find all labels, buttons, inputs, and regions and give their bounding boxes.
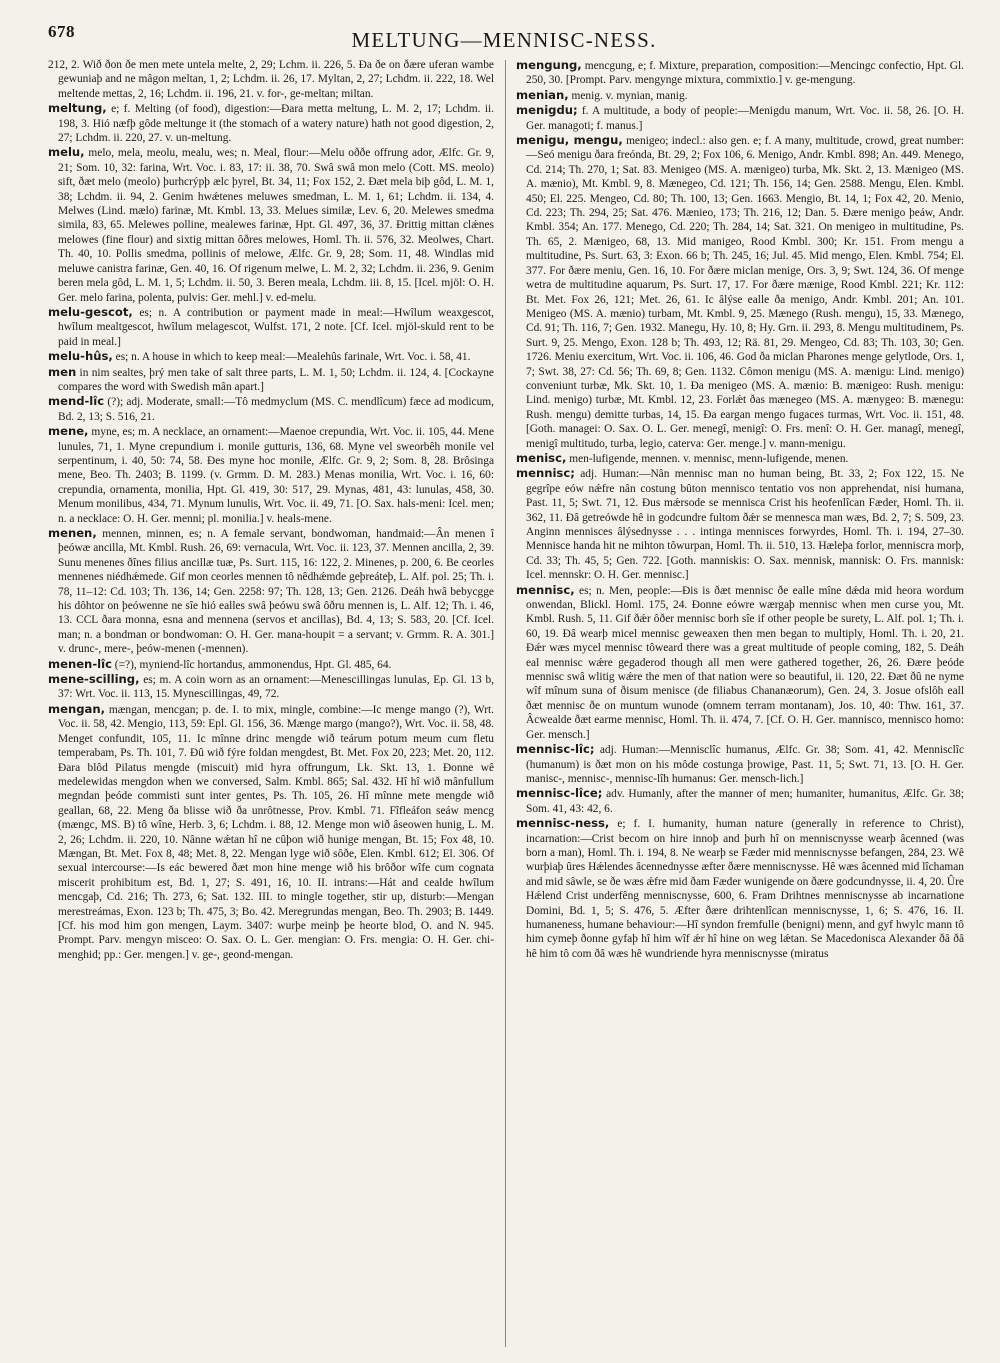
entry-text: es; n. A house in which to keep meal:—Mealehûs farinale, Wrt. Voc. i. 58, 41. [112,351,471,364]
entry-headword: menisc, [516,450,567,465]
entry-headword: meltung, [48,101,107,116]
entry-headword: menen, [48,526,97,540]
page-header [48,22,960,54]
dictionary-entry [516,451,964,466]
entry-headword: mengung, [516,58,582,72]
entry-headword: men [48,364,77,379]
entry-headword: mennisc-lîce; [516,786,603,801]
dictionary-entry [516,816,964,961]
dictionary-entry [516,103,964,133]
running-head: MELTUNG—MENNISC-NESS. [351,28,657,52]
entry-headword: mennisc, [516,582,575,597]
page-number: 678 [48,22,75,41]
entry-headword: mene, [48,424,89,439]
entry-text: es; n. Men, people:—Ðis is ðæt mennisc ðe ealle mîne dǽda mid heora wordum onwendan, Blickl. Homl. 175, 24. Ðonne eówre wærgaþ mennisc when men curse you, Mt. Kmbl. Rush. 5, 11. Gif ðǽr ôðer mennisc borh sîe if other people be surety, L. Alf. pol. 1; Th. i. 60, 19. Ðâ wearþ micel mennisc geweaxen then men began to multiply, Homl. Th. i. 20, 21. Ðǽr wæs mycel mennisc tôweard there was a great multitude of people coming, 182, 5. Deáh eal mennisc wǽre gegaderod though all men were gathered together, 26, 26. Ðære þeóde mennisc swâ wlitig wǽre the men of that nation were so beautiful, ii. 120, 22. Ðæt ðû ne nyme wîf mînum suna of ðisum menisce (de filiabus Chananæorum), Gen. 24, 3. Josue ofslôh eall ðæt mennisc ðe on muntum wunode (omnem terram montanam), Jos. 10, 40: Thw. 161, 37. Âcwealde ðæt earme mennisc, Homl. Th. ii. 474, 7. [Cf. O. H. Ger. mannisco, mennisco homo: Ger. mensch.] [526,584,964,741]
entry-headword: melu, [48,145,85,160]
dictionary-entry [48,349,494,364]
entry-headword: mend-lîc [48,394,105,409]
entry-text: men-lufigende, mennen. v. mennisc, menn-lufigende, menen. [566,452,849,465]
entry-headword: melu-gescot, [48,304,133,319]
dictionary-entry [516,786,964,816]
entry-text: e; f. Melting (of food), digestion:—Ðara metta meltung, L. M. 2, 17; Lchdm. ii. 198, 3. Hió næfþ gôde meltunge it (the stomach of a watery nature) hath not good digestion, 2, 27; Lchdm. ii. 220, 27. v. un-meltung. [58,103,494,145]
entry-text: 212, 2. Wið ðon ðe men mete untela melte, 2, 29; Lchm. ii. 226, 5. Ða ðe on ðære uferan wambe gewuniaþ and ne mâgon meltan, 1, 2; Lchdm. ii. 26, 17. Myltan, 2, 27; Lchdm. ii. 222, 18. Wel meltende mettas, 2, 16; Lchdm. ii. 196, 21. v. for-, ge-meltan; miltan. [48,59,494,100]
right-column [516,58,964,1349]
entry-text: adj. Human:—Mennisclîc humanus, Ælfc. Gr. 38; Som. 41, 42. Mennisclîc (humanum) is ðæt mon on his môde costunga þrowige, Past. 11, 5; Swt. 71, 13. [O. H. Ger. manisc-, mennisc-, mennisc-lîh humanus: Ger. mensch-lich.] [526,744,964,785]
dictionary-entry [516,58,964,88]
entry-headword: menigu, mengu, [516,133,623,148]
entry-headword: melu-hûs, [48,349,113,364]
dictionary-entry [48,672,494,702]
entry-headword: mengan, [48,701,105,716]
dictionary-entry [516,88,964,103]
dictionary-entry [48,424,494,526]
column-divider [505,60,506,1347]
entry-text: melo, mela, meolu, mealu, wes; n. Meal, flour:—Melu oððe offrung ador, Ælfc. Gr. 9, 21; Som. 10, 32: farina, Wrt. Voc. i. 83, 17: ii. 38, 70. Swâ swâ mon melo (Cott. MS. meolo) sift, ðæt melo (meolo) þurhcrýpþ ælc þyrel, Bt. 34, 11; Fox 152, 2. Ðæt mela biþ gôd, L. M. 1, 38; Lchdm. ii. 94, 2. Genim hwǽtenes meluwes smedman, L. M. 1, 61; Lchdm. ii. 134, 4. Melwes (Lind. mælo) farinæ, Mt. Kmbl. 13, 33. Melues similæ, Lev. 6, 20. Melewes smedma simila, 83, 65. Melewes polline, mealewes farinæ, Hpt. Gl. 497, 36, 37. Ðrittig mittan clǽnes melowes (fine flour) and sixtig mittan ôðres melowes, Homl. Th. ii. 576, 32. Meolwes, Chart. Th. 40, 10. Pollis smedma, pollinis of melowe, Ælfc. Gr. 9, 28; Som. 11, 48. Windlas mid meluwe canistra farinæ, Gen. 40, 16. Of rigenum melwe, L. M. 2, 32; Lchdm. ii. 236, 9. Genim beren mela gôd, L. M. 1, 5; Lchdm. ii. 50, 3. Beren meala, Lchdm. iii. 8, 15. [Icel. mjöl: O. H. Ger. melo farina, polenta, pulvis: Ger. mehl.] v. ed-melu. [58,147,494,304]
entry-headword: menian, [516,87,569,102]
entry-text: mennen, minnen, es; n. A female servant, bondwoman, handmaid:—Ân menen î þeówæ ancilla, Mt. Kmbl. Rush. 26, 69: vernacula, Wrt. Voc. ii. 123, 37. Mennen ancilla, 2, 39. Sunu menenes ðînes filius ancillæ tuæ, Ps. Surt. 115, 16: 122, 2. Minenes, p. 200, 6. Be ceorles mennenes niédhǽmede. Gif mon ceorles mennen tô nêdhǽmde geþreáteþ, L. Alf. pol. 25; Th. i. 78, 11–12: Cd. 103; Th. 136, 14; Gen. 2258: 97; Th. 128, 13; Gen. 2126. Deáh hwâ bebycgge his dôhtor on þeówenne ne sîe hió ealles swâ þeówu swâ ôðru mennen is, L. Alf. 12; Th. i. 46, 13. CCL ðara monna, esna and mennena (servos et ancillas), Bd. 4, 13; S. 583, 20. [Cf. Icel. man; n. a bondman or bondwoman: O. H. Ger. mana-houpit = a servant; v. Grmm. R. A. 301.] v. drunc-, mere-, þeów-menen (-mennen). [58,528,494,656]
entry-headword: mennisc-lîc; [516,742,595,757]
left-column [48,58,494,1349]
entry-headword: mennisc-ness, [516,816,610,831]
entry-headword: menigdu; [516,103,578,118]
dictionary-entry [48,101,494,145]
dictionary-entry [516,466,964,582]
entry-text: menigeo; indecl.: also gen. e; f. A many, multitude, crowd, great number:—Seó menigu ðara freónda, Bt. 29, 2; Fox 106, 6. Menigo, Andr. Kmbl. 898; An. 449. Menego, Cd. 214; Th. 270, 1; Sat. 83. Menigeo (MS. A. mænigeo) turba, Mk. Skt. 2, 13. Mænigeo (MS. A. mænio), Mt. Kmbl. 9, 8. Mænegeo, Cd. 121; Th. 156, 14; Gen. 2588. Mengu, Elen. Kmbl. 450; El. 225. Mengeo, Cd. 80; Th. 100, 13; Gen. 1663. Mengio, Bt. 14, 1; Fox 42, 20. Menio, Cd. 223; Th. 294, 25; Sat. 476. Mænieo, 173; Th. 216, 12; Dan. 5. Ðære menigo þeáw, Andr. Kmbl. 354; An. 177. Menego, Cd. 220; Th. 284, 14; Sat. 321. On menigeo in multitudine, Ps. Th. 65, 2. Mænigeo, 68, 13. Mid manigeo, Rood Kmbl. 300; Kr. 151. From mengu a multitudine, Ps. Surt. 63, 3: Exon. 66 b; Th. 245, 16; Jul. 45. Mid mengo, Elen. Kmbl. 754; El. 377. For ðære meniu, Gen. 16, 10. For ðære miclan menige, Ors. 3, 9; Swt. 124, 36. Of menge wetra de multitudine aquarum, Ps. Surt. 17, 17. For ðære mænige, Rood Kmbl. 221; Kr. 112: Bt. Met. Fox 26, 121; Met. 26, 61. Ic âlýse ealle ða menigo, Andr. Kmbl. 201; An. 101. Menigeo (MS. A. mænio) turbam, Mt. Kmbl. 9, 25. Mænego (Rush. mengu), 15, 33. Mænego, Cd. 91; Th. 116, 7; Gen. 1932. Manegu, Hy. 10, 8; Hy. Grn. ii. 293, 8. Mengu multitudinem, Ps. Surt. 9, 25. Mengo, Exon. 128 b; Th. 493, 12; Rä. 81, 29. Mengeo, Cd. 83; Th. 103, 30; Gen. 1726. Meniu exercitum, Wrt. Voc. ii. 106, 46. God ða miclan Pharones menge gelytlode, Ors. 1, 7; Swt. 38, 27: Cd. 56; Th. 69, 8; Gen. 1132. Cômon menigu (MS. A. mænigu: Lind. menigo) conveniunt turbæ, Mk. Skt. 10, 1. Ða menigeo (MS. A. mænio: B. mænigeo: Rush. menigu: Lind. menigo) turbæ, Mt. Kmbl. 12, 23. Forlǽt ðas mænegeo (MS. A. mænygeo: B. mænegu: Rush. mengu) demitte turbas, 14, 15. Ða eargan mengo fugaces turmas, Wrt. Voc. ii. 151, 48. [Goth. managei: O. Sax. O. L. Ger. menegî, menigî: O. Frs. menî: O. H. Ger. managî, menegî, menigî multitudo, turba, legio, caterva: Ger. menge.] v. mann-menigu. [526,135,964,450]
entry-text: (=?), myniend-lîc hortandus, ammonendus, Hpt. Gl. 485, 64. [111,658,392,671]
entry-text: es; m. A coin worn as an ornament:—Menescillingas lunulas, Ep. Gl. 13 b, 37: Wrt. Voc. ii. 113, 15. Mynescillingas, 49, 72. [58,674,494,701]
entry-headword: mennisc; [516,466,575,481]
entry-text: mængan, mencgan; p. de. I. to mix, mingle, combine:—Ic menge mango (?), Wrt. Voc. ii. 58, 42. Mengio, 113, 59: Epl. Gl. 156, 36. Mænge margo (mango?), Wrt. Voc. ii. 58, 48. Menget confundit, 105, 11. Ic mînne drinc mengde wið teárum potum meum cum fletu temperabam, Ps. Th. 101, 7. Ðû wið fýre foldan mengdest, Bt. Met. Fox 20, 223; Met. 20, 112. Ðara blôd Pilatus mengde (miscuit) mid hyra offrungum, Lk. Skt. 13, 1. Ðonne wê medelewidas mengdon when we conversed, Salm. Kmbl. 865; Sal. 432. Hî hî wið mânfullum megndan þeóde commisti sunt inter gentes, Ps. Th. 105, 26. Hî mînne mete mengde wið geallan, 68, 22. Meng ða blisse wið ða unrôtnesse, Prov. Kmbl. 71. Fîfleáfon seáw mencg (mængc, MS. B) tô wîne, Herb. 3, 6; Lchdm. i. 88, 12. Menge mon wið âseowen hunig, L. M. 2, 26; Lchdm. ii. 220, 10. Nânne wǽtan hî ne cûþon wið hunige mengan, Bt. 15; Fox 48, 10. Mængan, Bt. Met. Fox 8, 48; Met. 8, 22. Mengan lyge wið sôðe, Elen. Kmbl. 612; El. 306. Of sexual intercourse:—Is eác bewered ðæt mon hine menge wið his brôðor wîfe cum cognata miscerit prohibitum est, Bd. 1, 27; S. 491, 16, 10. II. intrans:—Hát and cealde hwîlum mencgaþ, Cd. 216; Th. 273, 6; Sat. 132. III. to mingle together, stir up, disturb:—Mengan merestreámas, Exon. 123 b; Th. 475, 3; Bo. 42. Meregrundas mengan, Beo. Th. 2903; B. 1449. [Cf. his mod him gon mengen, Laym. 3407: wurþe meinþ þe heorte blod, O. and N. 945. Prompt. Parv. mengyn misceo: O. Sax. O. L. Ger. mengian: O. Frs. mengia: O. H. Ger. chi-menghid; pp.: Ger. mengen.] v. ge-, geond-mengan. [58,703,494,961]
dictionary-entry [48,657,494,672]
dictionary-entry [48,58,494,101]
dictionary-entry [48,526,494,657]
entry-headword: menen-lîc [48,656,112,671]
entry-text: in nim sealtes, þrý men take of salt three parts, L. M. 1, 50; Lchdm. ii. 124, 4. [Cockayne compares the word with Swedish mân apart.] [58,366,494,393]
entry-text: adj. Human:—Nân mennisc man no human being, Bt. 33, 2; Fox 122, 15. Ne gegrîpe eów nǽfre nân costung bûton mennisco tentatio vos non apprehendat, nisi humana, Past. 11, 5; Swt. 71, 12. Ðus mǽrsode se mennisca Crist his heofenlîcan Fæder, Homl. Th. ii. 362, 11. Ðâ getreówde hê in godcundre fultom ðǽr se mennesca man wæs, Bd. 2, 7; S. 509, 23. Anginn mennisces âlýsednysse . . . intinga mennisces forwyrdes, Homl. Th. i. 194, 27–30. Mennisce handa hit ne mihton tôwurpan, Homl. Th. ii. 510, 13. Hæleþa forlor, menniscra morþ, Cd. 33; Th. 45, 5; Gen. 722. [Goth. manniskis: O. Sax. mennisk, mannisk: O. Frs. mannisk: Icel. mennskr: O. H. Ger. mennisc.] [526,468,964,582]
dictionary-entry [48,145,494,304]
dictionary-entry [48,394,494,424]
dictionary-entry [516,742,964,786]
dictionary-entry [516,583,964,742]
entry-text: myne, es; m. A necklace, an ornament:—Maenoe crepundia, Wrt. Voc. ii. 105, 44. Mene lunules, 71, 1. Myne crepundium i. monile gutturis, 136, 68. Myne vel sweorbêh monile vel serpentinum, i. 40, 50: 74, 58. Ðes myne hoc monile, Ælfc. Gr. 9, 2; Som. 8, 28. Brôsinga mene, Beo. Th. 2403; B. 1199. (v. Grmm. D. M. 283.) Menas monilia, Wrt. Voc. i. 16, 60: crepundia, ornamenta, monilia, Hpt. Gl. 419, 30: 517, 29. Mynas, 481, 43: lunulas, 458, 30. Menum monilibus, 434, 71. Mynum lunulis, Wrt. Voc. ii. 49, 71. [O. Sax. hals-meni: Icel. men; n. a necklace: O. H. Ger. menni; pl. monilia.] v. heals-mene. [58,426,494,525]
entry-text: menig. v. mynian, manig. [568,89,688,102]
dictionary-entry [48,305,494,349]
entry-text: adv. Humanly, after the manner of men; humaniter, humanitus, Ælfc. Gr. 38; Som. 41, 43: 42, 6. [526,788,964,815]
entry-text: f. A multitude, a body of people:—Menigdu manum, Wrt. Voc. ii. 58, 26. [O. H. Ger. managoti; f. manus.] [526,105,964,132]
dictionary-entry [48,365,494,395]
entry-headword: mene-scilling, [48,672,140,687]
entry-text: es; n. A contribution or payment made in meal:—Hwîlum weaxgescot, hwîlum mealtgescot, hwîlum melagescot, Wulfst. 171, 2 note. [Cf. Icel. mjöl-skuld rent to be paid in meal.] [58,306,494,348]
dictionary-entry [516,133,964,451]
dictionary-entry [48,702,494,962]
entry-text: (?); adj. Moderate, small:—Tô medmyclum (MS. C. mendlîcum) fæce ad modicum, Bd. 2, 13; S. 516, 21. [58,396,494,423]
entry-text: e; f. I. humanity, human nature (generally in reference to Christ), incarnation:—Crist becom on hire innoþ and þurh hî on menniscnysse wearþ âcenned (was born a man), Homl. Th. i. 194, 8. Ne wearþ se Fæder mid menniscnysse befangen, 284, 23. Wê wurþiaþ ûres Hǽlendes âcennednysse æfter ðære menniscnysse. Hê wæs âcenned mid lîchaman and mid sâwle, se ðe wæs ǽfre mid ðam Fæder wunigende on ðære godcundnysse, ii. 4, 20. Ûre Hǽlend Crist underfêng menniscnysse, 600, 6. Fram Drihtnes menniscnysse ab incarnatione Domini, Bd. 1, 5; S. 476, 5. Æfter ðære drihtenlîcan menniscnysse, 1, 6; S. 476, 16. II. humaneness, humane behaviour:—Hî syndon fremfulle (benigni) menn, and gyf hwylc mann tô him cymeþ ðonne gyfaþ hî him wîf ǽr hî hine on weg lǽtan. Se Macedonisca Alexander ðâ ðâ hê him tô com ðâ wæs hê wundriende hyra menniscnysse (miratus [526,818,964,960]
entry-text: mencgung, e; f. Mixture, preparation, composition:—Mencingc confectio, Hpt. Gl. 250, 30. [Prompt. Parv. mengynge mixtura, commixtio.] v. ge-mengung. [526,60,964,87]
